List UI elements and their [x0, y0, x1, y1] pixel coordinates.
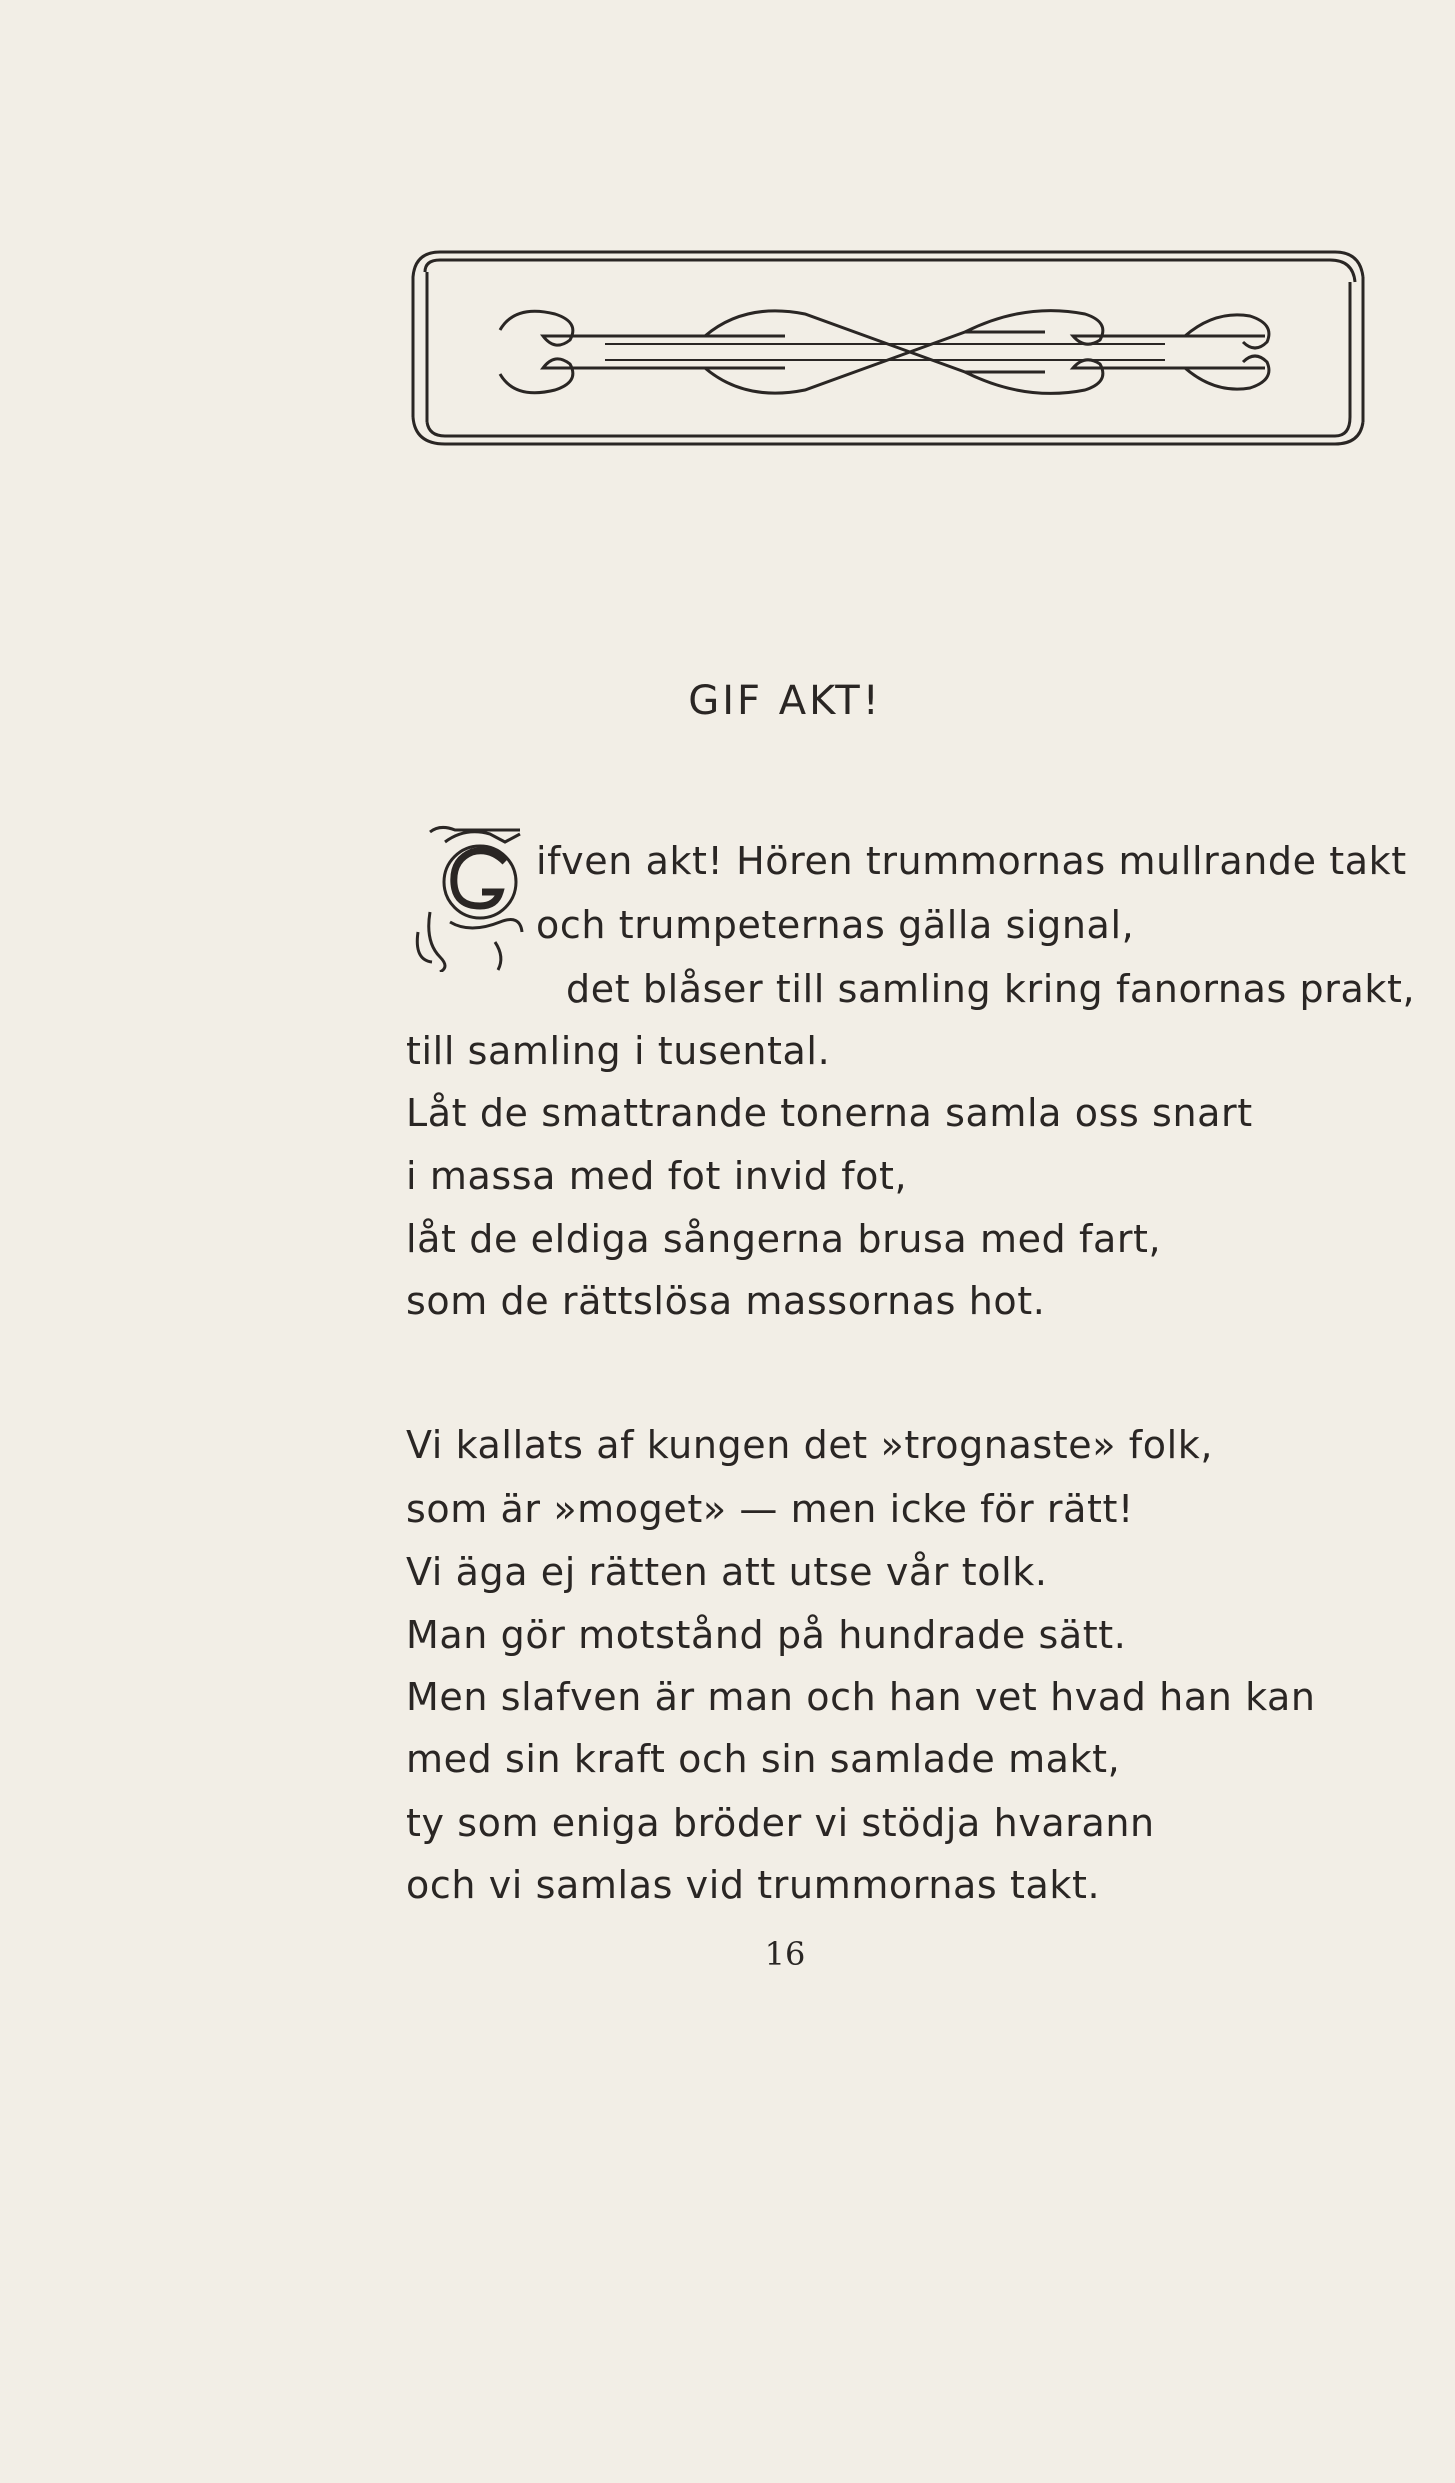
poem-line: Vi äga ej rätten att utse vår tolk. — [406, 1550, 1048, 1594]
poem-line: som är »moget» — men icke för rätt! — [406, 1487, 1134, 1531]
poem-line: till samling i tusental. — [406, 1029, 831, 1073]
ornament-frame-graphic — [405, 232, 1370, 467]
poem-line: Låt de smattrande tonerna samla oss snart — [406, 1091, 1253, 1135]
poem-line: som de rättslösa massornas hot. — [406, 1279, 1046, 1323]
poem-line: det blåser till samling kring fanornas prakt, — [566, 967, 1416, 1011]
poem-line: och vi samlas vid trummornas takt. — [406, 1863, 1101, 1907]
poem-title: GIF AKT! — [688, 678, 882, 724]
poem-line: ifven akt! Hören trummornas mullrande takt — [536, 839, 1407, 883]
ornamental-headpiece — [405, 232, 1370, 467]
poem-line: ty som eniga bröder vi stödja hvarann — [406, 1801, 1155, 1845]
poem-line: med sin kraft och sin samlade makt, — [406, 1737, 1121, 1781]
poem-line: Man gör motstånd på hundrade sätt. — [406, 1613, 1127, 1657]
page-number: 16 — [764, 1935, 806, 1973]
decorated-initial-g-icon — [410, 822, 530, 972]
poem-line: låt de eldiga sångerna brusa med fart, — [406, 1217, 1162, 1261]
poem-line: Vi kallats af kungen det »trognaste» folk, — [406, 1423, 1214, 1467]
poem-line: Men slafven är man och han vet hvad han kan — [406, 1675, 1316, 1719]
poem-line: i massa med fot invid fot, — [406, 1154, 908, 1198]
poem-line: och trumpeternas gälla signal, — [536, 903, 1135, 947]
